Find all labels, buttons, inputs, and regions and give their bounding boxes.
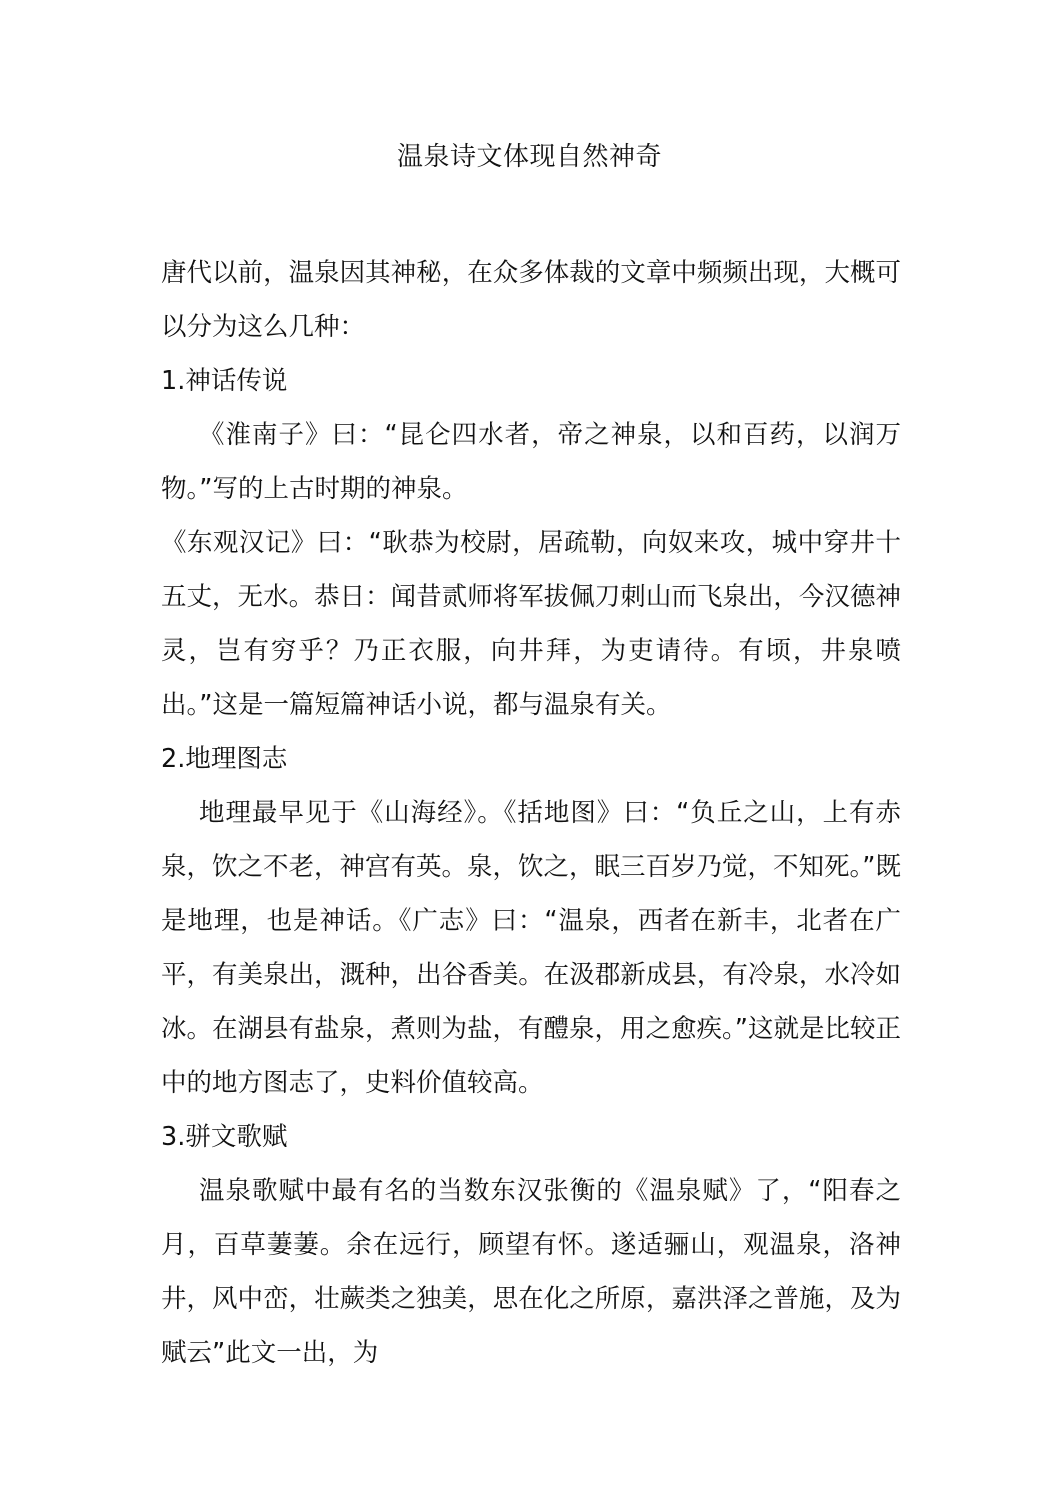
section-heading-geography: 2.地理图志 (161, 744, 288, 774)
paragraph-wenquan-fu: 温泉歌赋中最有名的当数东汉张衡的《温泉赋》了，“阳春之月，百草萋萋。余在远行，顾望有怀。遂适骊山，观温泉，洛神井，风中峦，壮蕨类之独美，思在化之所原，嘉洪泽之普施，及为赋云”此文一出，为 (161, 1176, 901, 1368)
intro-paragraph: 唐代以前，温泉因其神秘，在众多体裁的文章中频频出现，大概可以分为这么几种： (161, 258, 901, 342)
section-heading-myths: 1.神话传说 (161, 366, 288, 396)
document-title: 温泉诗文体现自然神奇 (396, 142, 662, 172)
section-heading-fu: 3.骈文歌赋 (161, 1122, 288, 1152)
document-body (161, 246, 901, 1380)
paragraph-dongguan-hanji: 《东观汉记》曰：“耿恭为校尉，居疏勒，向奴来攻，城中穿井十五丈，无水。恭日：闻昔贰师将军拔佩刀刺山而飞泉出，今汉德神灵，岂有穷乎？乃正衣服，向井拜，为吏请待。有顷，井泉喷出。”这是一篇短篇神话小说，都与温泉有关。 (161, 528, 901, 720)
paragraph-huainanzi: 《淮南子》曰：“昆仑四水者，帝之神泉，以和百药，以润万物。”写的上古时期的神泉。 (161, 420, 901, 504)
paragraph-geography: 地理最早见于《山海经》。《括地图》曰：“负丘之山，上有赤泉，饮之不老，神宫有英。泉，饮之，眠三百岁乃觉，不知死。”既是地理，也是神话。《广志》曰：“温泉，西者在新丰，北者在广平，有美泉出，溉种，出谷香美。在汲郡新成县，有冷泉，水冷如冰。在湖县有盐泉，煮则为盐，有醴泉，用之愈疾。”这就是比较正中的地方图志了，史料价值较高。 (161, 798, 901, 1098)
